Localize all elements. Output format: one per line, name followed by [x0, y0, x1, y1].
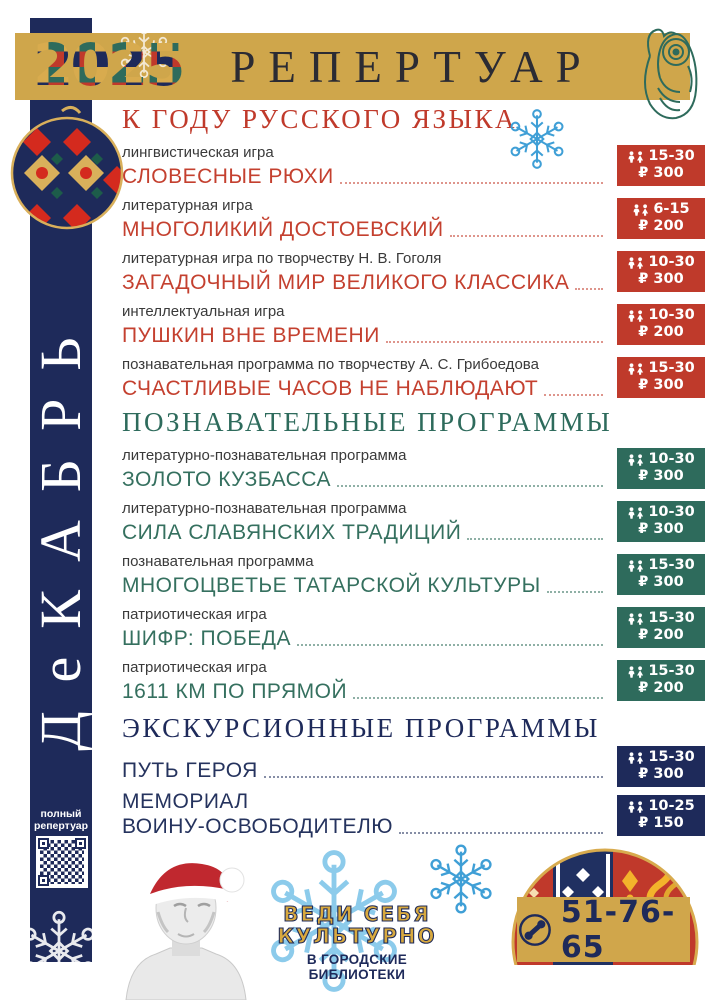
- event-badge: [617, 795, 705, 836]
- event-badge: [617, 746, 705, 787]
- snowflake-icon: [16, 908, 102, 994]
- event-row: [122, 197, 705, 242]
- event-badge: [617, 501, 705, 542]
- people-icon: [627, 613, 645, 625]
- people-icon: [627, 507, 645, 519]
- logo-line2: КУЛЬТУРНО: [277, 924, 437, 948]
- event-title: ПУТЬ ГЕРОЯ: [122, 759, 258, 782]
- event-title: МНОГОЦВЕТЬЕ ТАТАРСКОЙ КУЛЬТУРЫ: [122, 574, 541, 597]
- page-title: РЕПЕРТУАР: [230, 42, 594, 92]
- audience-range: 15-30: [648, 663, 695, 679]
- dotted-leader: [340, 182, 603, 184]
- price: ₽ 300: [638, 521, 684, 537]
- event-genre: литературно-познавательная программа: [122, 500, 407, 517]
- people-icon: [627, 151, 645, 163]
- audience-range: 10-30: [648, 504, 695, 520]
- price: ₽ 300: [638, 468, 684, 484]
- event-title: ШИФР: ПОБЕДА: [122, 627, 291, 650]
- price: ₽ 300: [638, 165, 684, 181]
- event-row: [122, 606, 705, 651]
- event-row: [122, 749, 705, 783]
- dotted-leader: [337, 485, 603, 487]
- price: ₽ 300: [638, 574, 684, 590]
- audience-range: 10-30: [648, 451, 695, 467]
- audience-range: 15-30: [648, 557, 695, 573]
- phone-icon: [517, 908, 553, 952]
- event-row: [122, 500, 705, 545]
- event-row: [122, 789, 705, 839]
- dotted-leader: [547, 591, 603, 593]
- logo-line1: ВЕДИ СЕБЯ: [283, 902, 431, 926]
- pushkin-bust: [106, 850, 264, 1000]
- audience-range: 10-30: [648, 307, 695, 323]
- people-icon: [627, 310, 645, 322]
- event-title: СЛОВЕСНЫЕ РЮХИ: [122, 165, 334, 188]
- event-badge: [617, 660, 705, 701]
- people-icon: [632, 204, 650, 216]
- price: ₽ 200: [638, 218, 684, 234]
- people-icon: [627, 801, 645, 813]
- dotted-leader: [450, 235, 603, 237]
- event-genre: литературная игра по творчеству Н. В. Гоголя: [122, 250, 442, 267]
- audience-range: 10-25: [648, 798, 695, 814]
- dotted-leader: [575, 288, 603, 290]
- event-row: [122, 144, 705, 189]
- section-heading: ЭКСКУРСИОННЫЕ ПРОГРАММЫ: [122, 713, 600, 743]
- dotted-leader: [353, 697, 603, 699]
- price: ₽ 200: [638, 627, 684, 643]
- year-mosaic: 2025: [33, 31, 183, 99]
- event-title: МНОГОЛИКИЙ ДОСТОЕВСКИЙ: [122, 218, 444, 241]
- dotted-leader: [297, 644, 603, 646]
- event-row: [122, 250, 705, 295]
- event-badge: [617, 448, 705, 489]
- audience-range: 15-30: [648, 749, 695, 765]
- audience-range: 15-30: [648, 360, 695, 376]
- dotted-leader: [264, 776, 603, 778]
- people-icon: [627, 752, 645, 764]
- people-icon: [627, 363, 645, 375]
- section-russian-language: [122, 103, 705, 409]
- event-badge: [617, 304, 705, 345]
- event-badge: [617, 607, 705, 648]
- audience-range: 6-15: [653, 201, 690, 217]
- event-title-line1: МЕМОРИАЛ: [122, 790, 249, 813]
- event-badge: [617, 251, 705, 292]
- event-genre: интеллектуальная игра: [122, 303, 285, 320]
- audience-range: 15-30: [648, 610, 695, 626]
- event-row: [122, 356, 705, 401]
- people-icon: [627, 454, 645, 466]
- dotted-leader: [544, 394, 603, 396]
- dotted-leader: [467, 538, 603, 540]
- event-badge: [617, 145, 705, 186]
- event-genre: познавательная программа: [122, 553, 314, 570]
- dotted-leader: [399, 832, 603, 834]
- phone-plate: [517, 894, 690, 965]
- event-row: [122, 659, 705, 704]
- event-genre: патриотическая игра: [122, 659, 267, 676]
- event-title: 1611 КМ ПО ПРЯМОЙ: [122, 680, 348, 703]
- people-icon: [627, 257, 645, 269]
- audience-range: 10-30: [648, 254, 695, 270]
- christmas-ornament-top: [0, 103, 134, 243]
- section-excursions: [122, 712, 705, 847]
- event-title: СИЛА СЛАВЯНСКИХ ТРАДИЦИЙ: [122, 521, 462, 544]
- snowflake-icon: [505, 107, 569, 171]
- event-title: ЗОЛОТО КУЗБАССА: [122, 468, 331, 491]
- event-genre: литературно-познавательная программа: [122, 447, 407, 464]
- event-title-line2: ВОИНУ-ОСВОБОДИТЕЛЮ: [122, 815, 393, 838]
- people-icon: [627, 666, 645, 678]
- month-label: ДеКАБРЬ: [28, 309, 93, 751]
- price: ₽ 300: [638, 766, 684, 782]
- event-badge: [617, 357, 705, 398]
- price: ₽ 150: [638, 815, 684, 831]
- section-heading: ПОЗНАВАТЕЛЬНЫЕ ПРОГРАММЫ: [122, 407, 613, 437]
- event-genre: патриотическая игра: [122, 606, 267, 623]
- event-row: [122, 447, 705, 492]
- qr-code: [36, 836, 88, 888]
- event-title: ЗАГАДОЧНЫЙ МИР ВЕЛИКОГО КЛАССИКА: [122, 271, 570, 294]
- qr-caption: полный репертуар: [33, 808, 89, 832]
- phone-number: 51-76-65: [560, 894, 676, 965]
- section-heading: К ГОДУ РУССКОГО ЯЗЫКА: [122, 104, 518, 134]
- event-genre: литературная игра: [122, 197, 253, 214]
- audience-range: 15-30: [648, 148, 695, 164]
- event-row: [122, 303, 705, 348]
- event-title: ПУШКИН ВНЕ ВРЕМЕНИ: [122, 324, 380, 347]
- event-badge: [617, 554, 705, 595]
- price: ₽ 200: [638, 680, 684, 696]
- people-icon: [627, 560, 645, 572]
- logo-subline: В ГОРОДСКИЕ БИБЛИОТЕКИ: [306, 952, 408, 982]
- section-educational: [122, 406, 705, 712]
- event-row: [122, 553, 705, 598]
- brand-logo: [262, 903, 452, 982]
- event-genre: познавательная программа по творчеству А. С. Грибоедова: [122, 356, 539, 373]
- price: ₽ 300: [638, 377, 684, 393]
- price: ₽ 300: [638, 271, 684, 287]
- price: ₽ 200: [638, 324, 684, 340]
- event-badge: [617, 198, 705, 239]
- event-genre: лингвистическая игра: [122, 144, 274, 161]
- event-title: СЧАСТЛИВЫЕ ЧАСОВ НЕ НАБЛЮДАЮТ: [122, 377, 539, 400]
- dotted-leader: [386, 341, 603, 343]
